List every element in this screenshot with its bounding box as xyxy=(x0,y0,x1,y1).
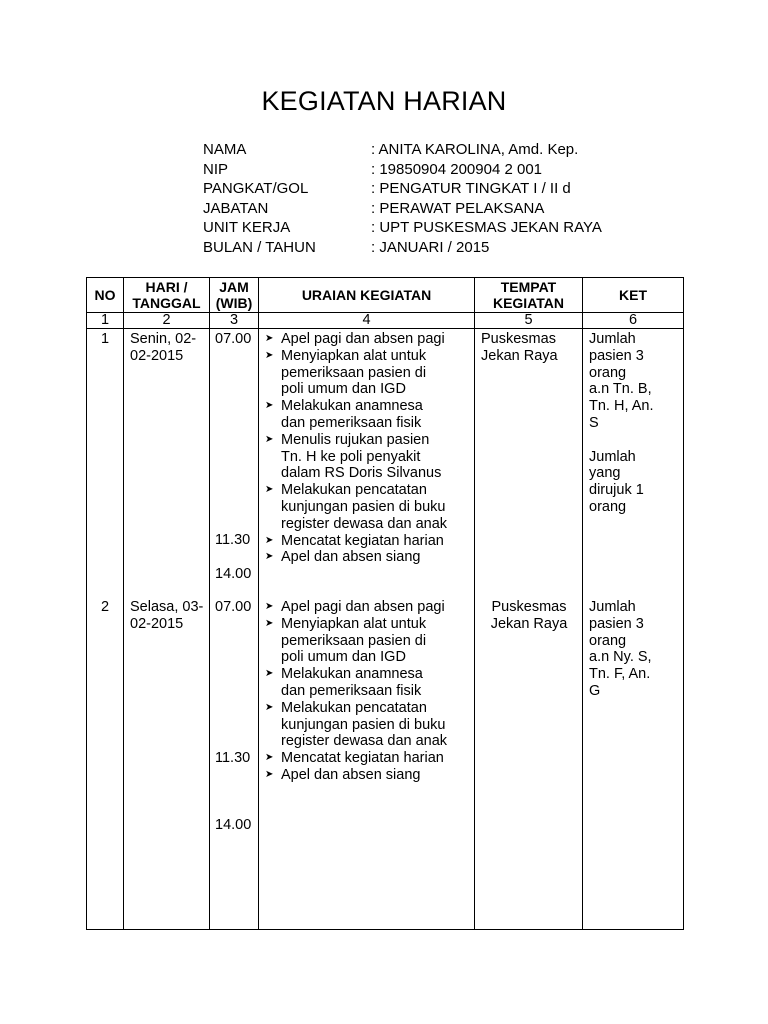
activity-line: pemeriksaan pasien di xyxy=(281,364,427,381)
header-uraian-label: URAIAN KEGIATAN xyxy=(301,287,432,303)
place-line: Puskesmas xyxy=(491,599,567,615)
column-number: 6 xyxy=(583,313,684,329)
activity-item xyxy=(265,750,447,767)
activity-cell xyxy=(259,329,475,930)
note-line: Tn. F, An. xyxy=(589,666,651,683)
activity-item xyxy=(265,432,447,482)
activity-line: poli umum dan IGD xyxy=(281,381,406,398)
note-line: pasien 3 xyxy=(589,347,644,364)
activity-line: Menyiapkan alat untuk xyxy=(281,615,427,632)
activity-item xyxy=(265,398,447,432)
entry-time: 11.30 xyxy=(215,750,251,766)
place-line: Jekan Raya xyxy=(490,615,568,632)
info-label: BULAN / TAHUN xyxy=(203,238,316,256)
info-label: PANGKAT/GOL xyxy=(203,180,309,197)
arrow-bullet-icon: ➤ xyxy=(265,617,274,629)
date-line: 02-2015 xyxy=(130,615,184,632)
header-kegiatan-label: KEGIATAN xyxy=(492,295,565,311)
column-number: 1 xyxy=(87,313,124,329)
activity-line: Melakukan pencatatan xyxy=(281,482,427,499)
activity-line: Apel dan absen siang xyxy=(281,549,421,566)
place-line: Puskesmas xyxy=(481,331,556,347)
column-number: 5 xyxy=(475,313,583,329)
entry-number: 1 xyxy=(100,331,110,347)
info-value: : PENGATUR TINGKAT I / II d xyxy=(371,180,571,197)
note-line: orang xyxy=(589,498,627,515)
activity-item xyxy=(265,666,447,700)
note-line: G xyxy=(589,682,601,699)
entry-time: 07.00 xyxy=(215,331,252,347)
entry-time: 11.30 xyxy=(215,532,251,548)
note-line: orang xyxy=(589,364,627,381)
note-line: Jumlah xyxy=(589,599,636,615)
arrow-bullet-icon: ➤ xyxy=(265,601,274,612)
activity-item xyxy=(265,348,447,398)
info-value: : PERAWAT PELAKSANA xyxy=(371,199,545,217)
activity-line: Melakukan anamnesa xyxy=(281,666,423,683)
table-body-row xyxy=(87,329,684,930)
header-no-label: NO xyxy=(94,287,116,303)
header-hari-tanggal xyxy=(124,278,210,313)
info-value: : JANUARI / 2015 xyxy=(371,238,490,256)
column-number-row xyxy=(87,313,684,329)
info-label: JABATAN xyxy=(203,199,269,217)
activity-item xyxy=(265,599,447,616)
page-title: KEGIATAN HARIAN xyxy=(261,86,507,116)
entry-place xyxy=(481,331,558,365)
arrow-bullet-icon: ➤ xyxy=(265,333,274,344)
date-line: 02-2015 xyxy=(130,347,184,364)
entry-place xyxy=(475,599,583,633)
entry-time: 07.00 xyxy=(215,599,252,615)
note-line: dirujuk 1 xyxy=(589,482,644,499)
arrow-bullet-icon: ➤ xyxy=(265,534,274,546)
header-no xyxy=(87,278,124,313)
header-uraian xyxy=(259,278,475,313)
note-line: orang xyxy=(589,632,627,649)
info-label: UNIT KERJA xyxy=(203,219,291,236)
activity-line: dalam RS Doris Silvanus xyxy=(281,465,442,482)
date-cell xyxy=(124,329,210,930)
header-tempat xyxy=(475,278,583,313)
arrow-bullet-icon: ➤ xyxy=(265,701,274,713)
employee-info xyxy=(203,140,602,257)
info-value: : ANITA KAROLINA, Amd. Kep. xyxy=(371,141,579,158)
arrow-bullet-icon: ➤ xyxy=(265,433,274,445)
date-line: Selasa, 03- xyxy=(130,599,204,615)
info-row-nama xyxy=(203,140,602,160)
activity-item xyxy=(265,767,447,784)
arrow-bullet-icon: ➤ xyxy=(265,668,274,680)
header-hari-label: HARI / xyxy=(145,279,188,295)
activity-line: Apel pagi dan absen pagi xyxy=(281,599,445,615)
no-cell xyxy=(87,329,124,930)
note-line: Jumlah xyxy=(589,331,636,347)
activity-item xyxy=(265,482,447,532)
header-tanggal-label: TANGGAL xyxy=(132,295,201,311)
entry-time: 14.00 xyxy=(215,817,252,833)
activity-line: Mencatat kegiatan harian xyxy=(281,532,444,549)
header-ket-label: KET xyxy=(619,287,647,303)
header-jam xyxy=(210,278,259,313)
activity-line: Apel pagi dan absen pagi xyxy=(281,331,445,347)
activity-line: dan pemeriksaan fisik xyxy=(281,682,422,699)
activity-line: Mencatat kegiatan harian xyxy=(281,750,444,767)
activity-line: Melakukan anamnesa xyxy=(281,398,423,415)
activity-line: Apel dan absen siang xyxy=(281,766,421,783)
info-row-pangkat xyxy=(203,179,602,199)
entry-number: 2 xyxy=(100,599,110,615)
activity-line: register dewasa dan anak xyxy=(281,733,448,750)
header-wib-label: (WIB) xyxy=(215,295,253,311)
entry-time: 14.00 xyxy=(215,566,252,582)
entry-note xyxy=(589,599,652,700)
arrow-bullet-icon: ➤ xyxy=(265,349,274,361)
note-line: Jumlah xyxy=(589,448,636,465)
activity-list xyxy=(265,599,447,784)
activity-line: Menulis rujukan pasien xyxy=(281,431,430,448)
activity-item xyxy=(265,331,447,348)
info-row-nip xyxy=(203,160,602,180)
activity-line: dan pemeriksaan fisik xyxy=(281,414,422,431)
activity-line: pemeriksaan pasien di xyxy=(281,632,427,649)
activity-line: Tn. H ke poli penyakit xyxy=(281,448,421,465)
activity-item xyxy=(265,616,447,666)
activity-line: Menyiapkan alat untuk xyxy=(281,347,427,364)
activity-line: Melakukan pencatatan xyxy=(281,699,427,716)
entry-date xyxy=(130,599,203,633)
activity-line: kunjungan pasien di buku xyxy=(281,716,446,733)
time-cell xyxy=(210,329,259,930)
arrow-bullet-icon: ➤ xyxy=(265,400,274,412)
entry-date xyxy=(130,331,196,365)
note-line: Tn. H, An. xyxy=(589,398,654,415)
column-number: 2 xyxy=(124,313,210,329)
activity-item xyxy=(265,533,447,550)
info-row-jabatan xyxy=(203,199,602,219)
header-tempat-label: TEMPAT xyxy=(500,279,557,295)
info-value: : UPT PUSKESMAS JEKAN RAYA xyxy=(371,219,602,236)
activity-line: poli umum dan IGD xyxy=(281,649,406,666)
header-jam-label: JAM xyxy=(219,279,249,295)
activity-item xyxy=(265,700,447,750)
entry-note xyxy=(589,331,653,516)
note-line: pasien 3 xyxy=(589,615,644,632)
info-row-unit-kerja xyxy=(203,218,602,238)
activity-list xyxy=(265,331,447,566)
place-cell xyxy=(475,329,583,930)
column-number: 3 xyxy=(210,313,259,329)
note-line: a.n Ny. S, xyxy=(589,649,652,666)
note-cell xyxy=(583,329,684,930)
arrow-bullet-icon: ➤ xyxy=(265,551,274,563)
info-value: : 19850904 200904 2 001 xyxy=(371,160,542,178)
arrow-bullet-icon: ➤ xyxy=(265,752,274,764)
column-number: 4 xyxy=(259,313,475,329)
activity-line: kunjungan pasien di buku xyxy=(281,498,446,515)
activity-table xyxy=(86,277,684,930)
header-ket xyxy=(583,278,684,313)
info-label: NIP xyxy=(203,160,229,178)
table-header-row xyxy=(87,278,684,313)
info-row-bulan-tahun xyxy=(203,238,602,258)
activity-item xyxy=(265,549,447,566)
arrow-bullet-icon: ➤ xyxy=(265,484,274,496)
activity-line: register dewasa dan anak xyxy=(281,515,448,532)
date-line: Senin, 02- xyxy=(130,331,197,347)
note-line: S xyxy=(589,414,599,431)
note-line: yang xyxy=(589,465,621,482)
info-label: NAMA xyxy=(203,141,247,158)
place-line: Jekan Raya xyxy=(481,347,558,364)
arrow-bullet-icon: ➤ xyxy=(265,768,274,780)
note-line: a.n Tn. B, xyxy=(589,381,652,398)
